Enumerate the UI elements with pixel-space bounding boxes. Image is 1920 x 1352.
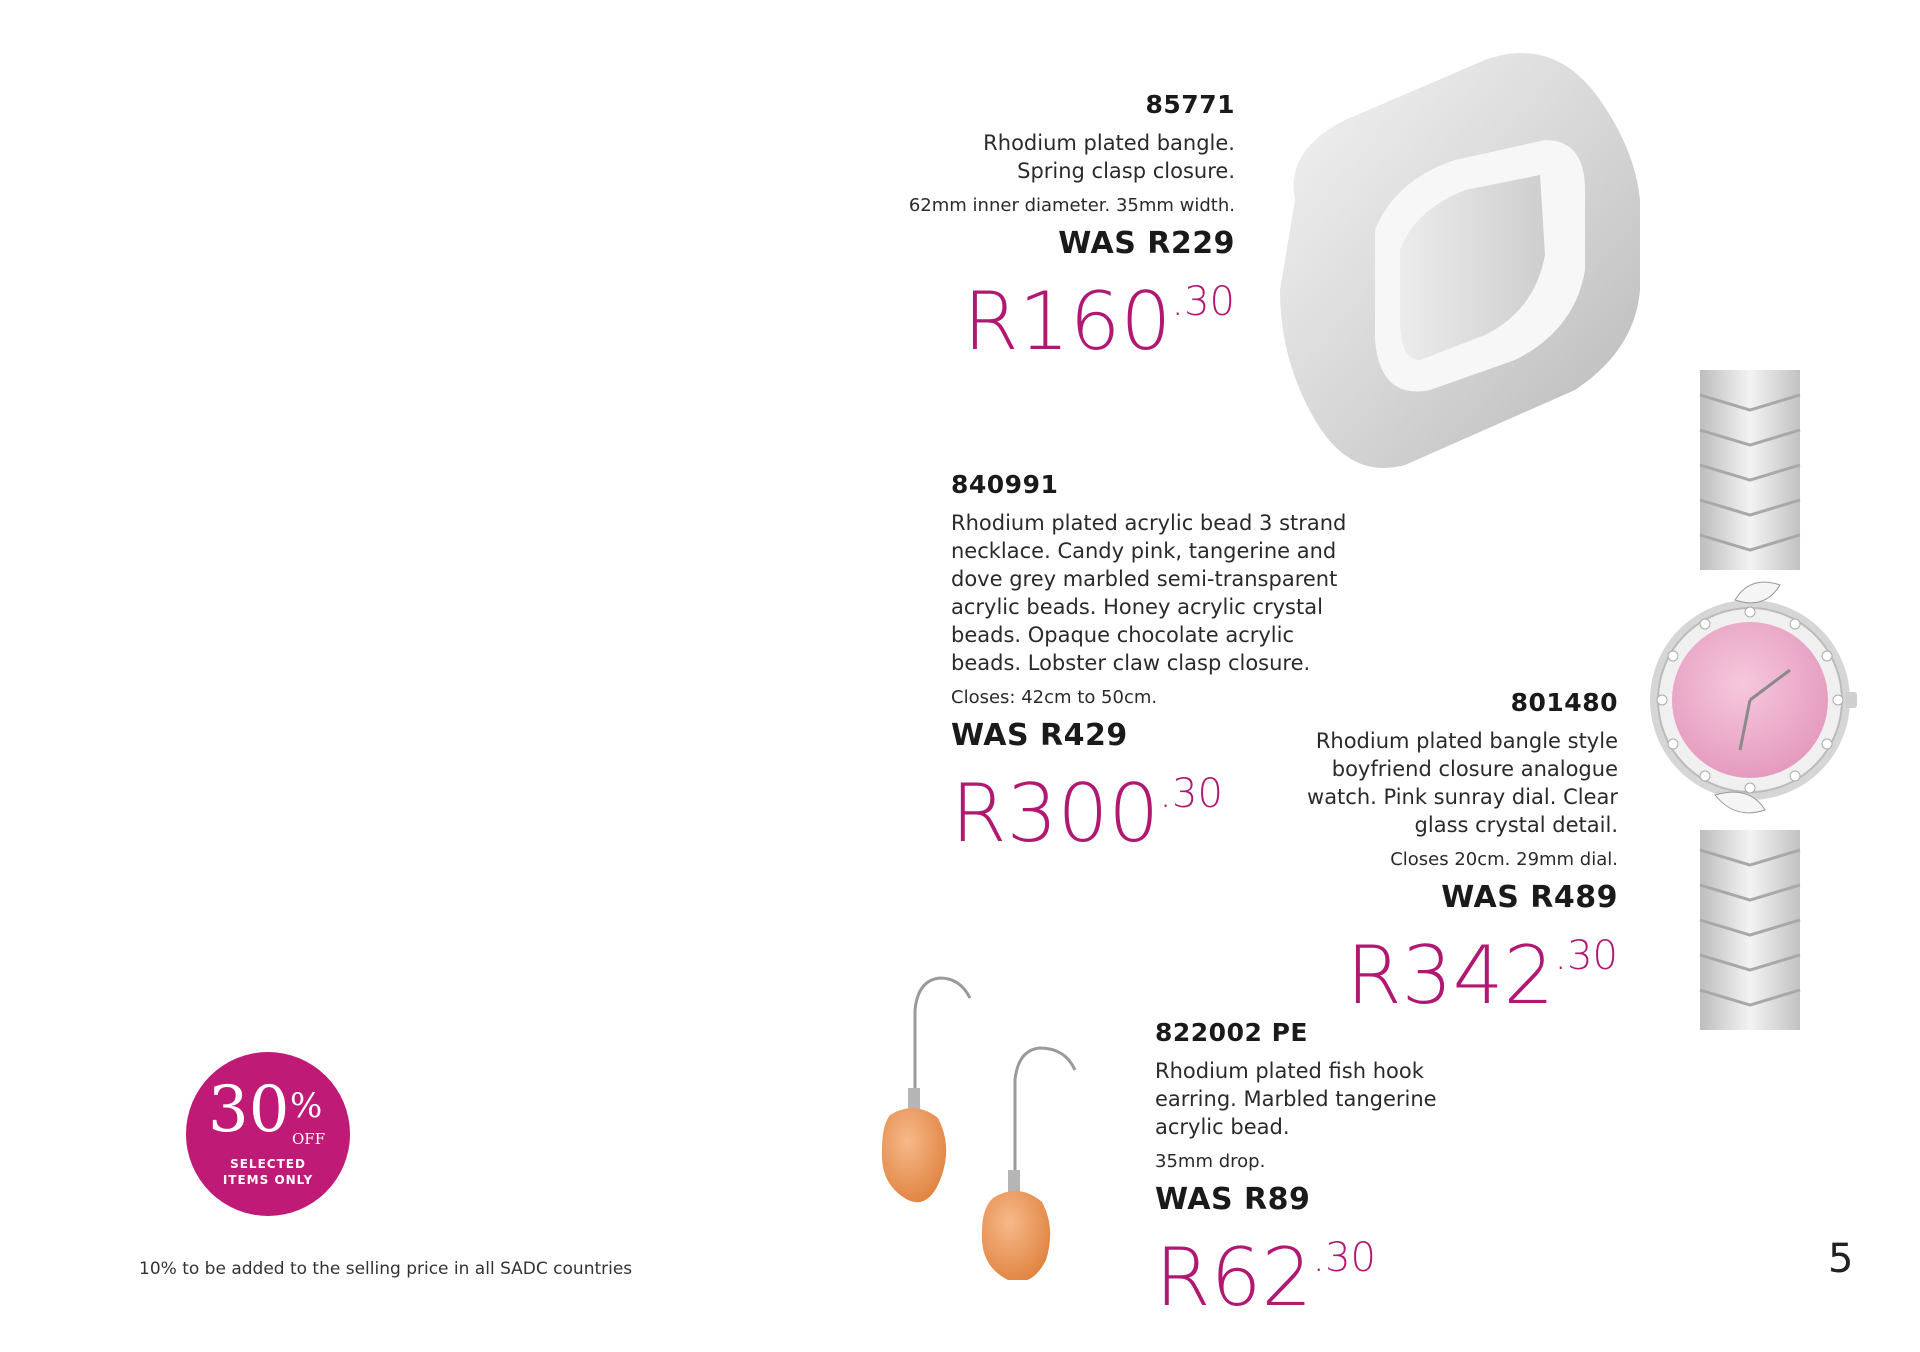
was-price: WAS R89 xyxy=(1155,1182,1311,1217)
badge-number: 30 xyxy=(208,1073,290,1147)
discount-badge xyxy=(186,1052,350,1216)
orange-drop-earrings-image xyxy=(860,970,1120,1280)
price-cents: .30 xyxy=(1312,1235,1377,1281)
badge-caption xyxy=(186,1156,350,1188)
sale-price xyxy=(1155,1217,1475,1324)
page-number: 5 xyxy=(1828,1236,1854,1282)
product-801480 xyxy=(1300,688,1618,1022)
sale-price xyxy=(880,261,1235,368)
footnote: 10% to be added to the selling price in all SADC countries xyxy=(139,1259,633,1279)
price-cents: .30 xyxy=(1554,933,1618,979)
badge-percent: % xyxy=(290,1086,323,1126)
price-main: R62 xyxy=(1155,1231,1313,1324)
product-code: 801480 xyxy=(1510,688,1618,717)
product-description: Rhodium plated bangle style boyfriend closure analogue watch. Pink sunray dial. Clear glass crystal detail. xyxy=(1307,729,1618,837)
price-cents: .30 xyxy=(1171,279,1235,325)
badge-caption-line1: SELECTED xyxy=(230,1157,306,1171)
badge-caption-line2: ITEMS ONLY xyxy=(222,1173,314,1187)
price-main: R300 xyxy=(951,767,1160,860)
product-description: Rhodium plated acrylic bead 3 strand necklace. Candy pink, tangerine and dove grey marbled semi-transparent acrylic beads. Honey acrylic crystal beads. Opaque chocolate acrylic beads. Lobster claw clasp closure. xyxy=(951,511,1347,675)
price-main: R342 xyxy=(1346,929,1555,1022)
was-price: WAS R489 xyxy=(1441,880,1618,915)
product-spec: 35mm drop. xyxy=(1155,1151,1266,1172)
was-price: WAS R429 xyxy=(951,718,1128,753)
price-cents: .30 xyxy=(1159,771,1223,817)
product-description: Rhodium plated bangle. Spring clasp closure. xyxy=(983,131,1235,183)
silver-bangle-image xyxy=(1255,40,1665,480)
product-822002-pe xyxy=(1155,1018,1475,1324)
badge-off: OFF xyxy=(292,1130,326,1148)
product-840991 xyxy=(951,470,1351,860)
product-spec: 62mm inner diameter. 35mm width. xyxy=(908,195,1235,216)
product-spec: Closes: 42cm to 50cm. xyxy=(951,687,1158,708)
price-main: R160 xyxy=(963,275,1172,368)
product-85771 xyxy=(880,90,1235,368)
product-description: Rhodium plated fish hook earring. Marbled tangerine acrylic bead. xyxy=(1155,1059,1437,1139)
sale-price xyxy=(951,753,1351,860)
product-code: 85771 xyxy=(1145,90,1235,119)
product-code: 840991 xyxy=(951,470,1059,499)
product-spec: Closes 20cm. 29mm dial. xyxy=(1390,849,1618,870)
pink-dial-watch-image xyxy=(1640,370,1880,1030)
sale-price xyxy=(1300,915,1618,1022)
product-code: 822002 PE xyxy=(1155,1018,1308,1047)
was-price: WAS R229 xyxy=(1058,226,1235,261)
